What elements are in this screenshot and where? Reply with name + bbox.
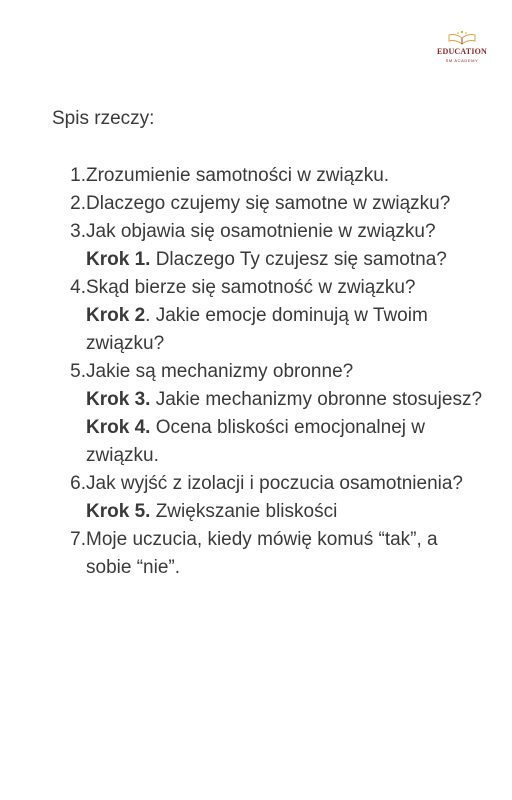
toc-step-label: Krok 4. bbox=[86, 417, 151, 438]
toc-item-number: 4. bbox=[70, 277, 86, 298]
logo-subtitle: SM ACADEMY bbox=[445, 58, 479, 63]
table-of-contents bbox=[58, 162, 488, 582]
toc-step-text: Dlaczego Ty czujesz się samotna? bbox=[150, 249, 447, 270]
toc-item-number: 2. bbox=[70, 193, 86, 214]
toc-step-label: Krok 2 bbox=[86, 305, 146, 326]
toc-item bbox=[58, 162, 488, 190]
toc-item-text: Jak objawia się osamotnienie w związku? bbox=[86, 221, 436, 242]
toc-step-text: Jakie mechanizmy obronne stosujesz? bbox=[150, 389, 483, 410]
toc-step bbox=[86, 302, 488, 358]
open-book-icon bbox=[447, 30, 477, 46]
toc-item-number: 6. bbox=[70, 473, 86, 494]
toc-step bbox=[86, 386, 488, 414]
toc-item-body bbox=[86, 162, 488, 190]
toc-item bbox=[58, 274, 488, 358]
toc-step bbox=[86, 246, 488, 274]
toc-item-body bbox=[86, 218, 488, 274]
toc-item bbox=[58, 358, 488, 470]
toc-item-text: Dlaczego czujemy się samotne w związku? bbox=[86, 193, 451, 214]
toc-step-text: . Jakie emocje dominują w Twoim związku? bbox=[86, 305, 428, 354]
toc-title: Spis rzeczy: bbox=[52, 108, 155, 129]
toc-item-body bbox=[86, 274, 488, 358]
toc-item bbox=[58, 218, 488, 274]
toc-step-label: Krok 1. bbox=[86, 249, 151, 270]
toc-item-body bbox=[86, 470, 488, 526]
toc-item-text: Jakie są mechanizmy obronne? bbox=[86, 361, 354, 382]
logo bbox=[432, 30, 492, 63]
toc-item-body bbox=[86, 358, 488, 470]
toc-item-number: 1. bbox=[70, 165, 86, 186]
toc-item-text: Jak wyjść z izolacji i poczucia osamotnienia? bbox=[86, 473, 463, 494]
toc-step-text: Zwiększanie bliskości bbox=[150, 501, 338, 522]
toc-step-text: Ocena bliskości emocjonalnej w związku. bbox=[86, 417, 425, 466]
toc-item-number: 5. bbox=[70, 361, 86, 382]
toc-item-text: Zrozumienie samotności w związku. bbox=[86, 165, 390, 186]
toc-item bbox=[58, 470, 488, 526]
toc-item-body bbox=[86, 190, 488, 218]
toc-item bbox=[58, 190, 488, 218]
toc-item-number: 3. bbox=[70, 221, 86, 242]
toc-step bbox=[86, 498, 488, 526]
toc-item-number: 7. bbox=[70, 529, 86, 550]
toc-item bbox=[58, 526, 488, 582]
toc-step-label: Krok 5. bbox=[86, 501, 151, 522]
toc-step bbox=[86, 414, 488, 470]
toc-item-text: Skąd bierze się samotność w związku? bbox=[86, 277, 416, 298]
toc-item-body bbox=[86, 526, 488, 582]
logo-wordmark: EDUCATION bbox=[436, 47, 488, 56]
toc-step-label: Krok 3. bbox=[86, 389, 151, 410]
toc-item-text: Moje uczucia, kiedy mówię komuś “tak”, a sobie “nie”. bbox=[86, 529, 438, 578]
